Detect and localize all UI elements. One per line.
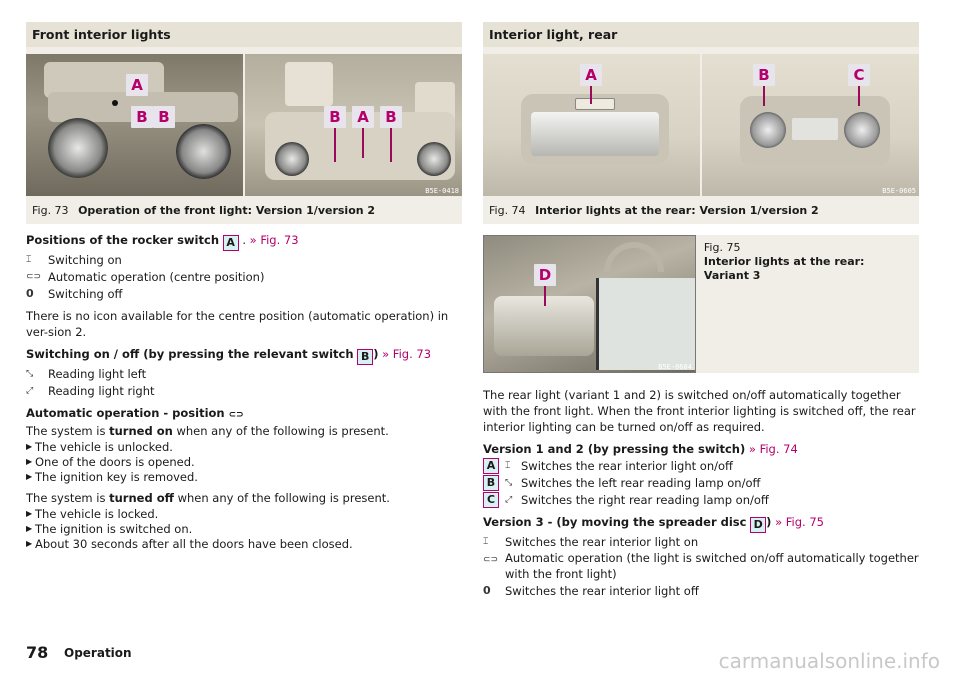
list-item: B ⤡ Switches the left rear reading lamp on/off	[483, 474, 919, 491]
list-item: ⌶ Switches the rear interior light on	[483, 534, 699, 549]
figure-74-image	[483, 54, 919, 196]
reading-light-left-icon: ⤡	[26, 368, 34, 379]
list-item: ▶ The ignition is switched on.	[26, 521, 193, 536]
list-item: ▶ The vehicle is unlocked.	[26, 439, 173, 454]
figure-74	[483, 47, 919, 224]
list-item: ⌶ Switching on	[26, 252, 122, 267]
list-item: C ⤢ Switches the right rear reading lamp on/off	[483, 491, 919, 508]
v12-heading: Version 1 and 2 (by pressing the switch) » Fig. 74	[483, 442, 798, 456]
switch-off-icon: 0	[26, 286, 34, 300]
key-c: C	[483, 492, 499, 508]
figure-code: B5E-0605	[882, 187, 916, 195]
note-text: There is no icon available for the centre position (automatic operation) in ver-sion 2.	[26, 309, 449, 339]
figure-link[interactable]: » Fig. 73	[249, 233, 299, 247]
rear-light-v2-photo	[702, 54, 919, 196]
callout-leader	[858, 86, 860, 106]
list-item: ▶ The ignition key is removed.	[26, 469, 198, 484]
watermark: carmanualsonline.info	[718, 649, 940, 673]
bullet-icon: ▶	[26, 456, 33, 466]
key-d: D	[750, 517, 766, 533]
interior-light-on-icon: ⌶	[26, 254, 32, 265]
list-item: ⊂⊃ Automatic operation (the light is switched on/off automatically together with the front light)	[483, 551, 919, 581]
list-item: ⊂⊃ Automatic operation (centre position)	[26, 269, 265, 284]
bullet-icon: ▶	[26, 471, 33, 481]
reading-light-right-icon: ⤢	[505, 494, 513, 505]
figure-title: Operation of the front light: Version 1/version 2	[78, 204, 376, 217]
figure-link[interactable]: » Fig. 75	[775, 515, 824, 529]
callout-a: A	[580, 64, 602, 86]
section-heading: Interior light, rear	[483, 22, 919, 47]
callout-leader	[763, 86, 765, 106]
figure-75-image	[483, 235, 696, 373]
left-body	[26, 232, 462, 551]
off-intro: The system is turned off when any of the following is present.	[26, 491, 390, 505]
key-b: B	[357, 349, 373, 365]
rocker-heading: Positions of the rocker switch A . » Fig. 73	[26, 233, 299, 249]
list-item: ⤡ Reading light left	[26, 366, 147, 381]
bullet-icon: ▶	[26, 538, 33, 548]
key-b: B	[483, 475, 499, 491]
bullet-icon: ▶	[26, 441, 33, 451]
rear-lights-section	[483, 22, 919, 599]
auto-heading: Automatic operation - position ⊂⊃	[26, 406, 244, 420]
figure-number: Fig. 74	[489, 204, 526, 217]
callout-a: A	[126, 74, 148, 96]
callout-b: B	[753, 64, 775, 86]
callout-b: B	[324, 106, 346, 128]
list-item: 0 Switches the rear interior light off	[483, 583, 699, 598]
on-intro: The system is turned on when any of the following is present.	[26, 424, 389, 438]
callout-leader	[362, 128, 364, 158]
reading-light-right-icon: ⤢	[26, 385, 34, 396]
callout-c: C	[848, 64, 870, 86]
switch-off-icon: 0	[483, 583, 491, 597]
figure-75	[483, 235, 919, 373]
callout-leader	[334, 128, 336, 162]
figure-title: Interior lights at the rear: Variant 3	[703, 255, 865, 282]
v3-heading: Version 3 - (by moving the spreader disc D ) » Fig. 75	[483, 515, 824, 531]
right-body	[483, 387, 919, 599]
figure-code: B5E-0418	[425, 187, 459, 195]
list-item: ▶ The vehicle is locked.	[26, 506, 159, 521]
reading-light-left-icon: ⤡	[505, 477, 513, 488]
figure-caption	[26, 196, 462, 224]
callout-b: B	[380, 106, 402, 128]
callout-leader	[390, 128, 392, 162]
key-a: A	[483, 458, 499, 474]
intro-text: The rear light (variant 1 and 2) is switched on/off automatically together with the front light. When the front interior lighting is switched off, the rear interior lighting can be turned on/off as required.	[483, 388, 916, 434]
figure-link[interactable]: » Fig. 74	[748, 442, 798, 456]
door-contact-icon: ⊂⊃	[26, 271, 42, 282]
interior-light-on-icon: ⌶	[505, 460, 511, 471]
figure-caption	[483, 196, 919, 224]
list-item: 0 Switching off	[26, 286, 123, 301]
bullet-icon: ▶	[26, 523, 33, 533]
door-contact-icon: ⊂⊃	[483, 555, 499, 565]
figure-title: Interior lights at the rear: Version 1/version 2	[535, 204, 819, 217]
callout-b: B	[153, 106, 175, 128]
key-a: A	[223, 235, 239, 251]
figure-number: Fig. 75	[703, 241, 741, 254]
interior-light-on-icon: ⌶	[483, 536, 489, 547]
door-contact-icon: ⊂⊃	[228, 410, 244, 420]
figure-link[interactable]: » Fig. 73	[382, 347, 432, 361]
callout-leader	[590, 86, 592, 104]
callout-d: D	[534, 264, 556, 286]
section-label: Operation	[64, 646, 132, 660]
list-item: ▶ About 30 seconds after all the doors have been closed.	[26, 536, 353, 551]
figure-caption	[696, 235, 919, 373]
list-item: A ⌶ Switches the rear interior light on/off	[483, 457, 919, 474]
section-heading: Front interior lights	[26, 22, 462, 47]
figure-73	[26, 47, 462, 224]
figure-number: Fig. 73	[32, 204, 69, 217]
front-lights-section	[26, 22, 462, 551]
callout-leader	[544, 286, 546, 306]
page-number: 78	[26, 643, 49, 662]
callout-b: B	[131, 106, 153, 128]
list-item: ⤢ Reading light right	[26, 383, 155, 398]
callout-a: A	[352, 106, 374, 128]
bullet-icon: ▶	[26, 508, 33, 518]
switch-heading: Switching on / off (by pressing the relevant switch B ) » Fig. 73	[26, 347, 432, 363]
list-item: ▶ One of the doors is opened.	[26, 454, 195, 469]
figure-code: B5E-0604	[658, 363, 692, 371]
figure-73-image	[26, 54, 462, 196]
